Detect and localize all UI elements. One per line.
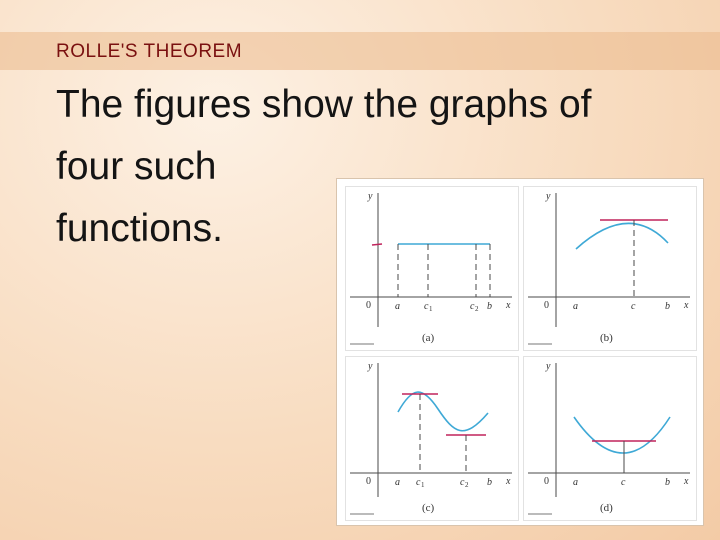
x-axis-label: x	[506, 476, 511, 487]
caption-c: (c)	[422, 502, 435, 514]
c2-label: c	[470, 301, 475, 312]
body-line-1: The figures show the graphs of	[56, 83, 592, 126]
c-label: c	[631, 301, 636, 312]
title-bar	[0, 32, 720, 70]
y-axis-label: y	[368, 191, 373, 202]
b-label: b	[487, 477, 492, 488]
a-label: a	[395, 477, 400, 488]
slide-title: ROLLE'S THEOREM	[56, 41, 243, 62]
c1-subscript: 1	[429, 305, 433, 313]
a-label: a	[573, 301, 578, 312]
caption-b: (b)	[600, 332, 613, 344]
b-label: b	[665, 301, 670, 312]
c1-label: c	[424, 301, 429, 312]
origin-label: 0	[366, 476, 371, 487]
origin-label: 0	[366, 300, 371, 311]
graph-a	[346, 187, 518, 350]
x-axis-label: x	[684, 300, 689, 311]
origin-label: 0	[544, 476, 549, 487]
body-line-2: four such	[56, 145, 217, 188]
c-label: c	[621, 477, 626, 488]
wave-curve	[398, 392, 488, 431]
c1-subscript: 1	[421, 481, 425, 489]
a-label: a	[395, 301, 400, 312]
y-axis-label: y	[368, 361, 373, 372]
caption-d: (d)	[600, 502, 613, 514]
graph-d	[524, 357, 696, 520]
y-axis-label: y	[546, 191, 551, 202]
graph-b	[524, 187, 696, 350]
x-axis-label: x	[684, 476, 689, 487]
tangent-mark	[372, 244, 382, 245]
b-label: b	[665, 477, 670, 488]
graph-panel-c	[345, 356, 519, 521]
figure-frame	[336, 178, 704, 526]
c2-subscript: 2	[465, 481, 469, 489]
graph-panel-b	[523, 186, 697, 351]
c2-label: c	[460, 477, 465, 488]
origin-label: 0	[544, 300, 549, 311]
c2-subscript: 2	[475, 305, 479, 313]
y-axis-label: y	[546, 361, 551, 372]
graph-panel-a	[345, 186, 519, 351]
graph-c	[346, 357, 518, 520]
graph-panel-d	[523, 356, 697, 521]
c1-label: c	[416, 477, 421, 488]
body-line-3: functions.	[56, 207, 223, 250]
caption-a: (a)	[422, 332, 435, 344]
concave-curve	[576, 223, 668, 249]
x-axis-label: x	[506, 300, 511, 311]
a-label: a	[573, 477, 578, 488]
b-label: b	[487, 301, 492, 312]
convex-curve	[574, 417, 670, 453]
